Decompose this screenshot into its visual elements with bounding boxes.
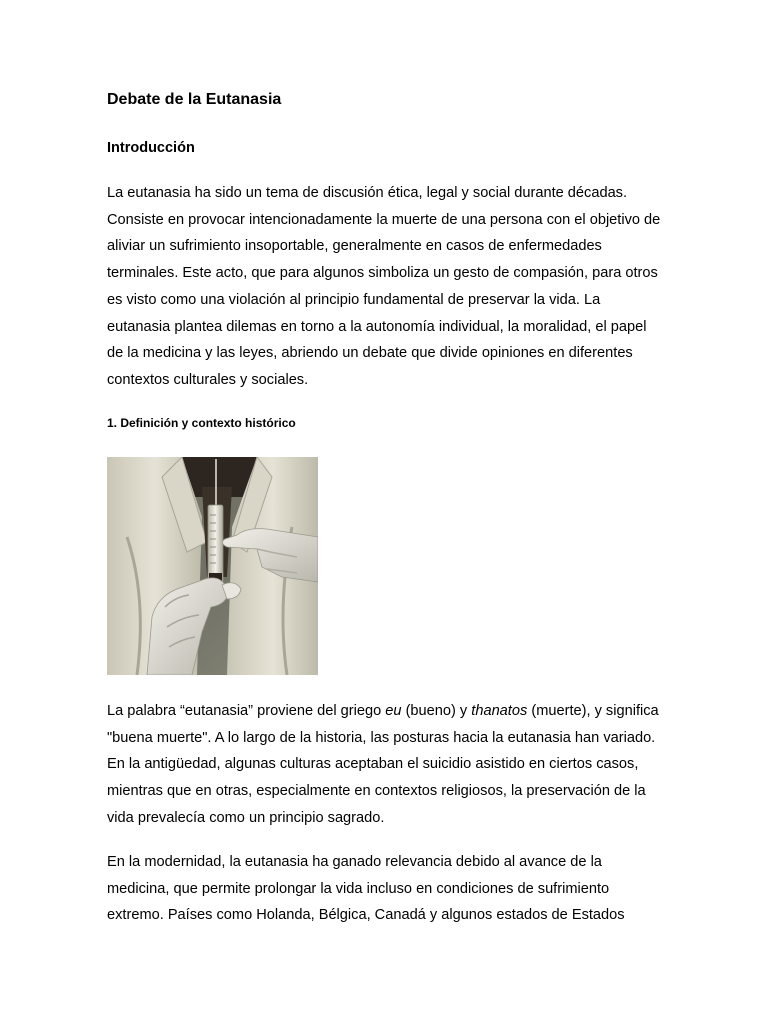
greek-term-eu: eu (385, 703, 402, 719)
section-heading-definition: 1. Definición y contexto histórico (107, 416, 296, 430)
etymology-paragraph (107, 698, 663, 832)
etymology-text-1: La palabra “eutanasia” proviene del griego (107, 703, 386, 719)
introduction-paragraph: La eutanasia ha sido un tema de discusión ética, legal y social durante décadas. Consiste en provocar intencionadamente la muerte de una persona con el objetivo de aliviar un sufrimiento insoportable, generalmente en casos de enfermedades terminales. Este acto, que para algunos simboliza un gesto de compasión, para otros es visto como una violación al principio fundamental de preservar la vida. La eutanasia plantea dilemas en torno a la autonomía individual, la moralidad, el papel de la medicina y las leyes, abriendo un debate que divide opiniones en diferentes contextos culturales y sociales. (107, 185, 661, 388)
etymology-text-3: (muerte), y significa "buena muerte". A lo largo de la historia, las posturas hacia la eutanasia han variado. En la antigüedad, algunas culturas aceptaban el suicidio asistido en ciertos casos, mientras que en otras, especialmente en contextos religiosos, la preservación de la vida prevalecía como un principio sagrado. (107, 703, 659, 826)
etymology-text-2: (bueno) y (401, 703, 472, 719)
greek-term-thanatos: thanatos (471, 703, 528, 719)
modernity-paragraph: En la modernidad, la eutanasia ha ganado relevancia debido al avance de la medicina, que permite prolongar la vida incluso en condiciones de sufrimiento extremo. Países como Holanda, Bélgica, Canadá y algunos estados de Estados (107, 854, 625, 924)
syringe-photo (107, 457, 318, 675)
introduction-heading: Introducción (107, 140, 195, 156)
document-title: Debate de la Eutanasia (107, 91, 282, 108)
